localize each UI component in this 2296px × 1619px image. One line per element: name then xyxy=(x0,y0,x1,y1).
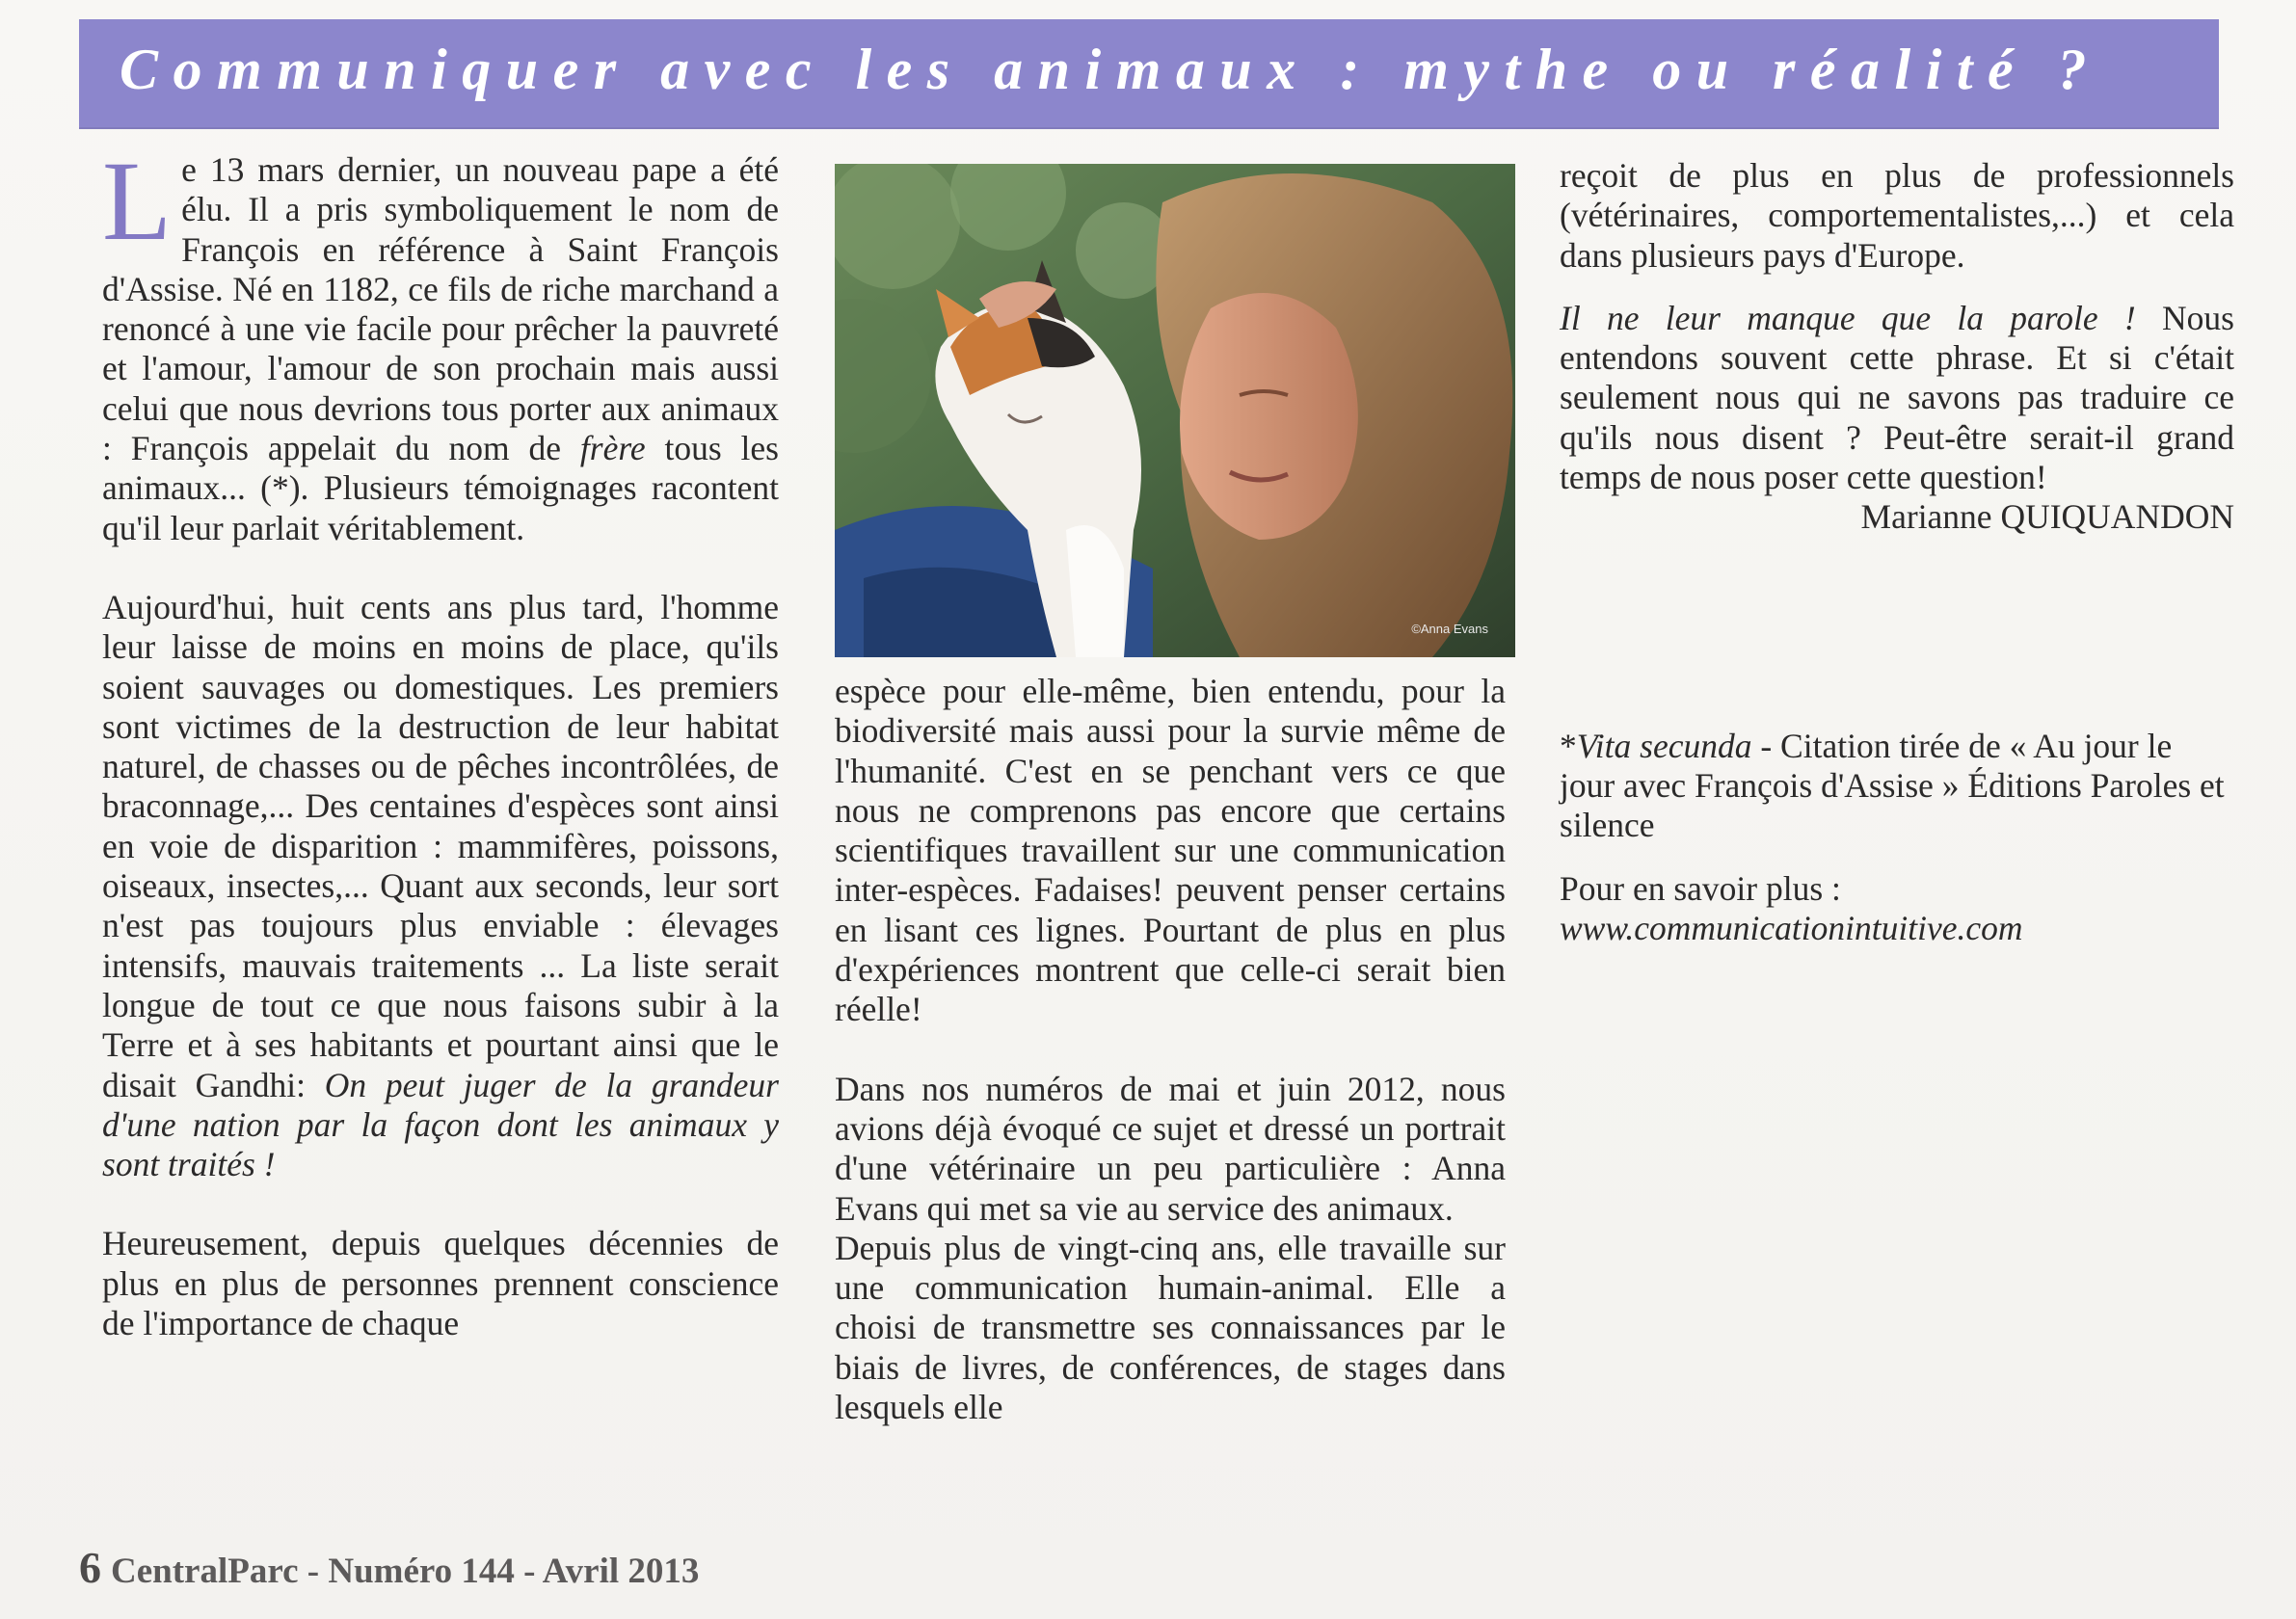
column-1 xyxy=(102,138,779,1343)
title-band xyxy=(79,19,2219,129)
paragraph-5: Dans nos numéros de mai et juin 2012, nous avions déjà évoqué ce sujet et dressé un portrait d'une vétérinaire un peu particulière : Anna Evans qui met sa vie au service des animaux. xyxy=(835,1069,1506,1228)
photo-illustration xyxy=(835,164,1515,657)
paragraph-8: Il ne leur manque que la parole ! Nous entendons souvent cette phrase. Et si c'était seulement nous qui ne savons pas traduire ce qu'ils nous disent ? Peut-être serait-il grand temps de nous poser cette question! xyxy=(1560,298,2234,497)
page-footer xyxy=(79,1542,699,1593)
intro-paragraph: Le 13 mars dernier, un nouveau pape a été élu. Il a pris symboliquement le nom de François en référence à Saint François d'Assise. Né en 1182, ce fils de riche marchand a renoncé à une vie facile pour prêcher la pauvreté et l'amour, l'amour de son prochain mais aussi celui que nous devrions tous porter aux animaux : François appelait du nom de frère tous les animaux... (*). Plusieurs témoignages racontent qu'il leur parlait véritablement. xyxy=(102,138,779,547)
website-link[interactable]: www.communicationintuitive.com xyxy=(1560,908,2023,947)
photo-woman-with-cat xyxy=(835,164,1515,657)
paragraph-3: Heureusement, depuis quelques décennies de plus en plus de personnes prennent conscience de l'importance de chaque xyxy=(102,1224,779,1343)
author-signature: Marianne QUIQUANDON xyxy=(1860,497,2234,537)
gandhi-quote: On peut juger de la grandeur d'une nation par la façon dont les animaux y sont traités ! xyxy=(102,1065,779,1184)
column-3 xyxy=(1560,156,2234,948)
drop-cap: L xyxy=(102,138,173,264)
column-2 xyxy=(835,672,1506,1427)
paragraph-4: espèce pour elle-même, bien entendu, pour la biodiversité mais aussi pour la survie même de l'humanité. C'est en se penchant vers ce que nous ne comprenons pas encore que certains scientifiques travaillent sur une communication inter-espèces. Fadaises! peuvent penser certains en lisant ces lignes. Pourtant de plus en plus d'expériences montrent que celle-ci serait bien réelle! xyxy=(835,672,1506,1029)
paragraph-7: reçoit de plus en plus de professionnels (vétérinaires, comportementalistes,...) et cela dans plusieurs pays d'Europe. xyxy=(1560,156,2234,275)
more-info-label: Pour en savoir plus : xyxy=(1560,868,1841,908)
page-number: 6 xyxy=(79,1543,101,1592)
footer-issue-text: CentralParc - Numéro 144 - Avril 2013 xyxy=(111,1552,700,1591)
article-title: Communiquer avec les animaux : mythe ou réalité ? xyxy=(120,38,2102,101)
paragraph-2: Aujourd'hui, huit cents ans plus tard, l'homme leur laisse de moins en moins de place, qu'ils soient sauvages ou domestiques. Les premiers sont victimes de la destruction de leur habitat naturel, de chasses ou de pêches incontrôlées, de braconnage,... Des centaines d'espèces sont ainsi en voie de disparition : mammifères, poissons, oiseaux, insectes,... Quant aux seconds, leur sort n'est pas toujours plus enviable : élevages intensifs, mauvais traitements ... La liste serait longue de tout ce que nous faisons subir à la Terre et à ses habitants et pourtant ainsi que le disait Gandhi: On peut juger de la grandeur d'une nation par la façon dont les animaux y sont traités ! xyxy=(102,587,779,1184)
footnote-block xyxy=(1560,727,2234,948)
paragraph-6: Depuis plus de vingt-cinq ans, elle travaille sur une communication humain-animal. Elle a choisi de transmettre ses connaissances par le biais de livres, de conférences, de stages dans lesquels elle xyxy=(835,1228,1506,1427)
photo-credit: ©Anna Evans xyxy=(1411,622,1488,636)
footnote: *Vita secunda - Citation tirée de « Au jour le jour avec François d'Assise » Éditions Paroles et silence xyxy=(1560,726,2225,845)
